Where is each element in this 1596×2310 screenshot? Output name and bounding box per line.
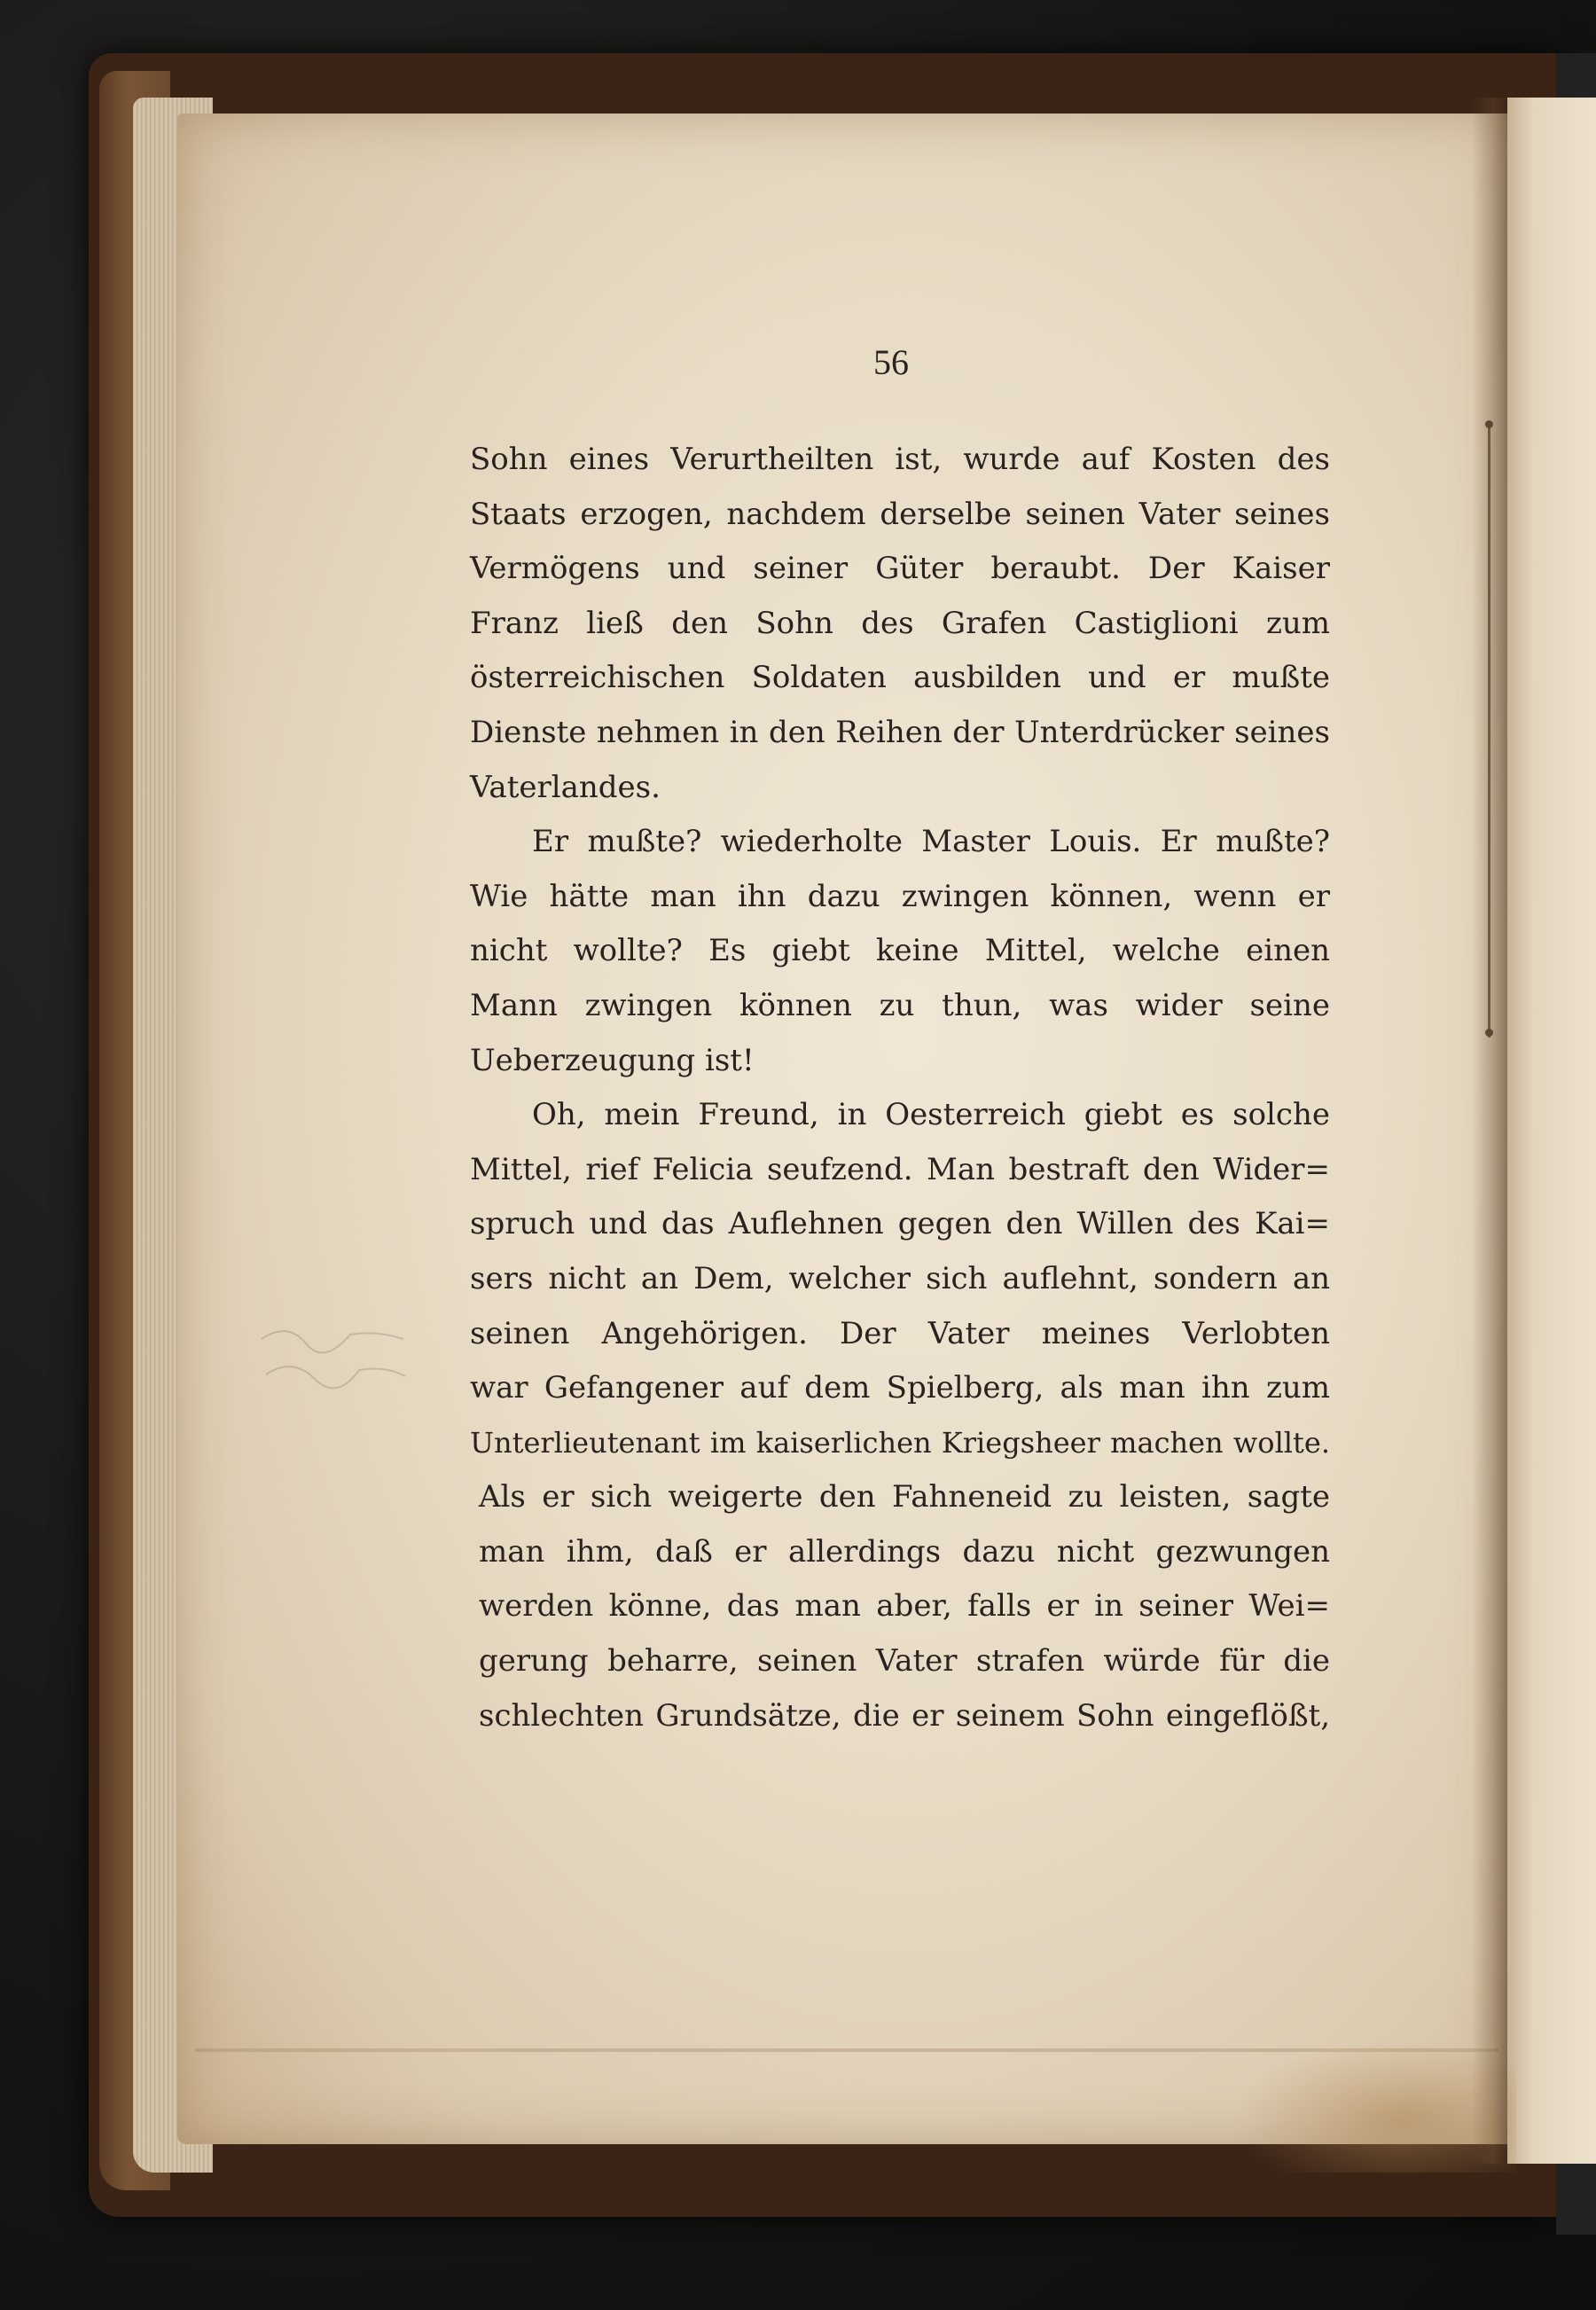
text-line: spruch und das Auflehnen gegen den Willen des Kai= (470, 1206, 1330, 1242)
spine-thread-knot-bottom (1485, 1029, 1493, 1037)
text-line: sers nicht an Dem, welcher sich auflehnt, sondern an (470, 1260, 1330, 1296)
spine-thread (1488, 426, 1490, 1038)
text-line: Vaterlandes. (470, 769, 661, 805)
page-number: 56 (873, 342, 909, 382)
facing-page (1507, 98, 1596, 2164)
text-line: schlechten Grundsätze, die er seinem Sohn eingeflößt, (479, 1697, 1330, 1734)
text-line: nicht wollte? Es giebt keine Mittel, welche einen (470, 933, 1330, 969)
text-line: Als er sich weigerte den Fahneneid zu leisten, sagte (479, 1479, 1330, 1515)
paragraph-2 (470, 815, 1330, 1088)
paragraph-3 (470, 1088, 1330, 1743)
text-line: Sohn eines Verurtheilten ist, wurde auf Kosten des (470, 442, 1330, 477)
text-line: gerung beharre, seinen Vater strafen würde für die (479, 1643, 1330, 1680)
text-line: Mann zwingen können zu thun, was wider seine (470, 987, 1330, 1023)
text-line: Dienste nehmen in den Reihen der Unterdrücker seines (470, 714, 1330, 750)
text-line: Ueberzeugung ist! (470, 1042, 755, 1078)
text-line: Staats erzogen, nachdem derselbe seinen Vater seines (470, 496, 1330, 532)
text-line: Oh, mein Freund, in Oesterreich giebt es solche (532, 1097, 1330, 1133)
text-line: Vermögens und seiner Güter beraubt. Der Kaiser (470, 551, 1330, 587)
pencil-marginalia-mark (253, 1304, 412, 1401)
text-line: Er mußte? wiederholte Master Louis. Er mußte? (532, 824, 1330, 860)
spine-thread-knot-top (1485, 420, 1493, 428)
paragraph-1 (470, 433, 1330, 815)
text-line: Franz ließ den Sohn des Grafen Castiglioni zum (470, 605, 1330, 641)
text-line: werden könne, das man aber, falls er in seiner Wei= (479, 1588, 1330, 1625)
gutter (1472, 98, 1507, 2164)
text-line: Wie hätte man ihn dazu zwingen können, wenn er (470, 878, 1330, 914)
text-line: Unterlieutenant im kaiserlichen Kriegsheer machen wollte. (470, 1425, 1330, 1460)
text-line: Mittel, rief Felicia seufzend. Man bestraft den Wider= (470, 1151, 1330, 1187)
text-line: seinen Angehörigen. Der Vater meines Verlobten (470, 1315, 1330, 1351)
text-line: österreichischen Soldaten ausbilden und er mußte (470, 660, 1330, 696)
text-line: man ihm, daß er allerdings dazu nicht gezwungen (479, 1533, 1330, 1570)
page-text (470, 433, 1330, 1743)
text-line: war Gefangener auf dem Spielberg, als man ihn zum (470, 1370, 1330, 1406)
